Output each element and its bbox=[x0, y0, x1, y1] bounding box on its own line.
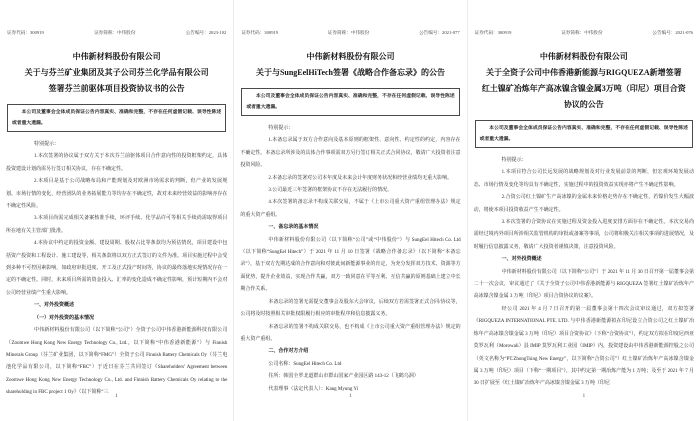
body-paragraph: 特别提示： bbox=[34, 142, 60, 147]
body-paragraph: 特别提示： bbox=[268, 126, 294, 131]
disclaimer-box: 本公司及董事会全体成员保证公告内容真实、准确和完整，不存在任何虚假记载、误导性陈述或者重大遗漏。 bbox=[475, 120, 693, 148]
title-line: 协议的公告 bbox=[563, 100, 604, 109]
body-paragraph: 本备忘录的签署无需提交董事会及股东大会审议，后续双方若需签署正式合同/协议等，公司将及时按照相关审批权限履行相应的审批程序和信息披露义务。 bbox=[240, 299, 461, 318]
body-paragraph: 1.本备忘录属于双方合作意向及基本原则的框架性、意向性、约定性的约定，内容存在不确定性。本备忘录所涉及的具体合作事项需双方另行签订相关正式合同协议，敬请广大投资者注意投资风险。 bbox=[240, 138, 461, 169]
title-line: 签署芬兰前驱体项目投资协议书的公告 bbox=[48, 84, 185, 93]
body-paragraph: 经公司 2021 年 4 月 7 日召开的第一届董事会第十四次会议审议通过，双方拟签署《RIGQUEZA INTERNATIONAL PTE. LTD. 与中伟香港新能源拟在印尼设立合资公司之红土镍矿冶炼年产高冰镍含镍金属 3 万吨（印尼）项目合资协议》（下称“合资协议”），约定双方拟在印度尼西亚莫罗瓦利（Morowali）县 IMIP 莫罗瓦利工业园（IMIP）内，投资建设由中伟香港新能源控股之公司（英文名称为“PT.ZhongTsing New Energy”，以下简称“合资公司”）红土镍矿冶炼年产高冰镍含镍金属 3 万吨（印尼）项目（下称“一期项目”），其中约定第一期冶炼产能为 1 万吨；及至于 2021 年 7 月 30 日扩展至《红土镍矿冶炼年产高冰镍含镍金属 3 万吨（印尼 bbox=[473, 306, 694, 387]
announcement-page-sungeel bbox=[233, 0, 466, 421]
body-paragraph: 中伟新材料股份有限公司（以下简称“公司”）全资子公司中伟香港新能源科技有限公司（Zoomwe Hong Kong New Energy Technology Co., Ltd.，以下简称“中伟香港新能源”）与 Finnish Minerals Group（芬兰矿业集团，以下简称“FMG”）全资子公司 Finnish Battery Chemicals Oy（芬兰电池化学品有限公司，以下简称“FBC”）于近日在芬兰共同签订《Shareholders’ Agreement between Zoomwe Hong Kong New Energy Technology Co., Ltd. and Finnish Battery Chemicals Oy relating to the shareholding in FBC project 1 Oy》（以下简称“三 bbox=[6, 328, 228, 396]
securities-code: 证券代码：300919 bbox=[241, 30, 279, 35]
partner-company-name: 公司名称：SungEel Hitech Co. Ltd bbox=[268, 361, 342, 367]
section-heading: 一、备忘录的基本情况 bbox=[268, 225, 319, 231]
body-paragraph: 1.本次签署的协议属于双方关于本次芬兰前驱体项目合作意向性的投资框架约定，具体投资建设计划尚需另行签订相关协议，存在不确定性。 bbox=[6, 154, 228, 172]
securities-header bbox=[475, 30, 693, 36]
section-heading: 二、合作对方介绍 bbox=[268, 349, 309, 355]
announcement-title bbox=[474, 49, 694, 113]
body-paragraph: 中伟新材料股份有限公司（以下简称“公司”）于 2021 年 11 月 30 日召开第一届董事会第二十一次会议，审议通过了《关于全资子公司中伟香港新能源与 RIGQUEZA 签署红土镍矿冶炼年产高冰镍含镍金属 3 万吨（印尼）项目合资协议的议案》。 bbox=[473, 269, 694, 300]
title-line: 中伟新材料股份有限公司 bbox=[72, 52, 161, 61]
partner-address: 住所：韩国全罗北道群山市群山国家产业园区路 143-12（飞鹤乌洞） bbox=[268, 374, 419, 380]
announcement-title bbox=[6, 49, 227, 97]
announcement-number: 公告编号：2023-102 bbox=[185, 30, 227, 35]
title-line: 关于与芬兰矿业集团及其子公司芬兰化学品有限公司 bbox=[24, 68, 209, 77]
body-paragraph: 特别提示： bbox=[501, 158, 527, 163]
title-line: 中伟新材料股份有限公司 bbox=[539, 52, 628, 61]
body-paragraph: 2.本备忘录的签署对公司本年度及未来会计年度财务状况和经营业绩均无重大影响。 bbox=[268, 175, 453, 181]
disclaimer-box: 本公司及董事会全体成员保证公告内容真实、准确和完整，不存在任何虚假记载、误导性陈述或者重大遗漏。 bbox=[7, 104, 226, 132]
body-paragraph: 1.本项目符合公司长远发展的战略规划及对行业发展前景的判断，但宏观环境发展动态、市场行情及变化等均具有不确定性，实施过程中的投资效益实现亦将产生不确定性影响。 bbox=[473, 170, 694, 188]
body-paragraph: 2.本项目是基于公司战略布局和产能规划及对欧洲市场需求的判断，但产业的发展规划、市场行情的变化，经营团队的业务拓展能力等均存在不确定性，故对未来经营效益的影响亦存在不确定性风险。 bbox=[6, 179, 228, 210]
page-number: 1 bbox=[115, 394, 118, 399]
body-paragraph: 3.公司最近三年签署的框架协议不存在无法履行的情况。 bbox=[268, 188, 393, 194]
body-paragraph: 3.本次签署的合资协议在实施过程及资金投入进度安排方面存在不确定性。本次交易尚需经过境内外项目所涉相关监管机构的审批或备案等事项，公司将积极关注相关事项的进展情况，及时履行信息披露义务，敬请广大投资者谨慎决策，注意投资风险。 bbox=[473, 220, 694, 250]
announcement-number: 公告编号：2021-076 bbox=[652, 30, 693, 35]
subsection-heading: （一）对外投资的基本情况 bbox=[34, 315, 95, 321]
body-paragraph: 3.本项目尚需完成相关备案核准手续，环评手续、化学品许可等相关手续尚需取得项目所在地有关主管部门批准。 bbox=[6, 216, 228, 234]
body-paragraph: 本备忘录的签署不构成关联交易，也不构成《上市公司重大资产重组管理办法》规定的重大资产重组。 bbox=[240, 324, 461, 342]
body-paragraph: 2.合资公司红土镍矿生产高冰镍的金属未来价格走势存在不确定性，若镍价发生大幅波动，将使本项目投资收益产生不确定性。 bbox=[473, 195, 694, 213]
title-line: 中伟新材料股份有限公司 bbox=[306, 52, 395, 61]
partner-representative: 代表理事（法定代表人）：Kang Myung Yi bbox=[268, 386, 359, 392]
announcement-page-finland bbox=[0, 0, 233, 421]
page-number: 1 bbox=[349, 394, 352, 399]
announcement-title bbox=[240, 49, 460, 81]
securities-header bbox=[241, 30, 459, 36]
body-paragraph: 4.本协议中约定的投资金额、建设周期、股权占比等条款均为预估情况，项目建设中包括资产投资和工程设计、施工建设等，相关条款将以双方正式签订的文件为准。项目实施过程中会受到多种不可控因素影响，如政府审批进度、开工及正式投产时间等，协议的最终落地实现情况存在一定的不确定性。同时，未来项目所需的资金投入、汇率的变化造成不确定性影响，预计短期内不会对公司经营业绩产生重大影响。 bbox=[6, 241, 228, 296]
securities-header bbox=[7, 30, 226, 36]
page-number: 1 bbox=[582, 394, 586, 399]
securities-name: 证券简称：中伟股份 bbox=[561, 30, 603, 35]
body-paragraph: 4.本次签署的备忘录不构成关联交易，不属于《上市公司重大资产重组管理办法》规定的重大资产重组。 bbox=[240, 200, 461, 218]
securities-code: 证券代码：300919 bbox=[7, 30, 44, 35]
securities-name: 证券简称：中伟股份 bbox=[327, 30, 370, 35]
announcement-page-rigqueza bbox=[467, 0, 700, 421]
title-line: 红土镍矿冶炼年产高冰镍含镍金属3万吨（印尼）项目合资 bbox=[481, 84, 686, 93]
section-heading: 一、对外投资概述 bbox=[501, 257, 542, 263]
body-paragraph: 中伟新材料股份有限公司（以下简称“公司”或“中伟股份”）与 SungEel Hitech Co. Ltd（以下简称“SungEel Hitech”）于 2021 年 11 月 10 日签署《战略合作备忘录》（以下简称“本备忘录”），基于双方先期达成的合作意向和对彼此间新能源事业的肯定，为充分发挥双方技术、资源等方面优势，提升企业效益，实现合作共赢，双方一致同意在平等互利、互信共赢的原则基础上建立中长期合作关系。 bbox=[240, 237, 461, 293]
title-line: 关于全资子公司中伟香港新能源与RIGQUEZA新增签署 bbox=[486, 68, 682, 77]
securities-name: 证券简称：中伟股份 bbox=[94, 30, 136, 35]
section-heading: 一、对外投资概述 bbox=[34, 303, 75, 309]
announcement-number: 公告编号：2021-077 bbox=[419, 30, 460, 35]
securities-code: 证券代码：300919 bbox=[474, 30, 512, 35]
title-line: 关于与SungEelHiTech签署《战略合作备忘录》的公告 bbox=[255, 68, 446, 77]
disclaimer-box: 本公司及董事会全体成员保证公告内容真实、准确和完整，不存在任何虚假记载、误导性陈述或者重大遗漏。 bbox=[241, 88, 459, 116]
